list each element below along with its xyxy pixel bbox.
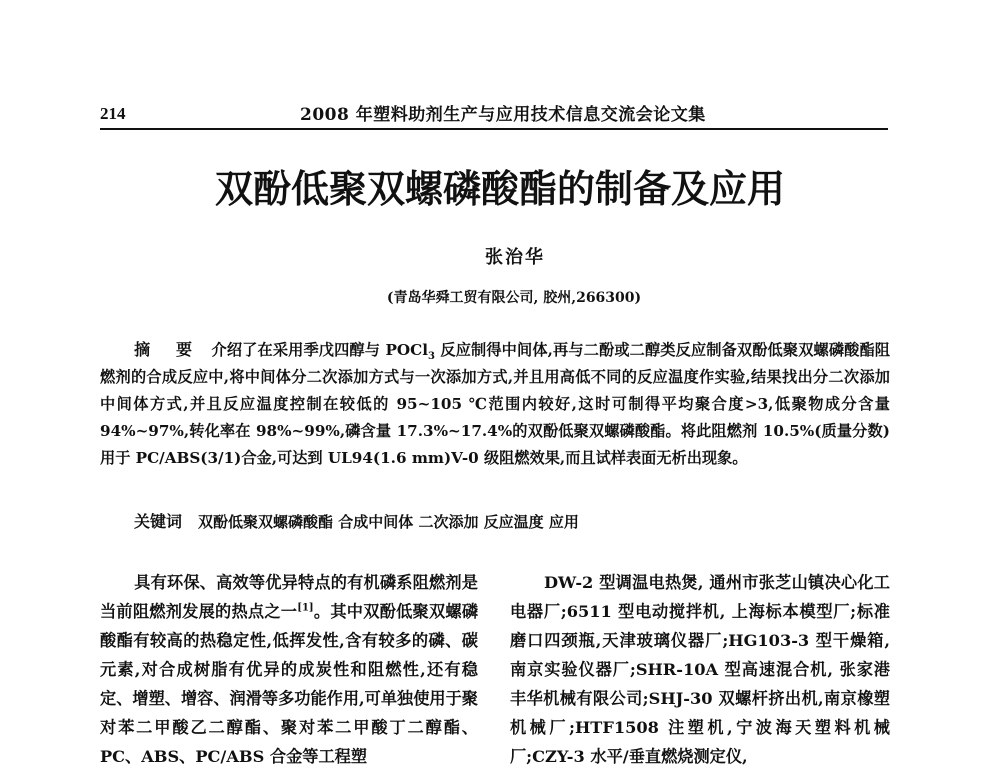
page-number: 214 [100, 104, 126, 123]
keywords-text: 双酚低聚双螺磷酸酯 合成中间体 二次添加 反应温度 应用 [198, 513, 579, 531]
abstract-paragraph [100, 336, 890, 472]
keywords-line [134, 509, 890, 532]
abstract-text-rest: 反应制得中间体,再与二酚或二醇类反应制备双酚低聚双螺磷酸酯阻燃剂的合成反应中,将中间体分二次添加方式与一次添加方式,并且用高低不同的反应温度作实验,结果找出分二次添加中间体方式,并且反应温度控制在较低的 95~105 ℃范围内较好,这时可制得平均聚合度>3,低聚物成分含量 94%~97%,转化率在 98%~99%,磷含量 17.3%~17.4%的双酚低聚双螺磷酸酯。将此阻燃剂 10.5%(质量分数)用于 PC/ABS(3/1)合金,可达到 UL94(1.6 mm)V-0 级阻燃效果,而且试样表面无析出现象。 [100, 341, 890, 467]
abstract-subscript: 3 [428, 351, 435, 363]
right-column-text: DW-2 型调温电热煲, 通州市张芝山镇决心化工电器厂;6511 型电动搅拌机, 上海标本模型厂;标准磨口四颈瓶,天津玻璃仪器厂;HG103-3 型干燥箱, 南京实验仪器厂;SHR-10A 型高速混合机, 张家港丰华机械有限公司;SHJ-30 双螺杆挤出机,南京橡塑机械厂;HTF1508 注塑机,宁波海天塑料机械厂;CZY-3 水平/垂直燃烧测定仪, [510, 573, 890, 766]
left-column-text-start: 具有环保、高效等优异特点的有机磷系阻燃剂是当前阻燃剂发展的热点之一 [100, 573, 478, 621]
running-header: 2008 年塑料助剂生产与应用技术信息交流会论文集 [300, 105, 706, 125]
keywords-label: 关键词 [134, 512, 183, 531]
abstract-label: 摘 要 [134, 340, 203, 359]
author-affiliation: (青岛华舜工贸有限公司, 胶州,266300) [386, 290, 642, 306]
left-column-text-rest: 。其中双酚低聚双螺磷酸酯有较高的热稳定性,低挥发性,含有较多的磷、碳元素,对合成树脂有优异的成炭性和阻燃性,还有稳定、增塑、增容、润滑等多功能作用,可单独使用于聚对苯二甲酸乙二醇酯、聚对苯二甲酸丁二醇酯、PC、ABS、PC/ABS 合金等工程塑 [100, 602, 479, 766]
body-right-column [510, 568, 890, 771]
abstract-text-start: 介绍了在采用季戊四醇与 POCl [211, 341, 428, 359]
citation-ref: [1] [297, 602, 314, 614]
author-name: 张治华 [485, 247, 545, 268]
paper-title: 双酚低聚双螺磷酸酯的制备及应用 [214, 166, 785, 211]
body-left-column [100, 568, 478, 771]
header-rule [100, 128, 888, 130]
